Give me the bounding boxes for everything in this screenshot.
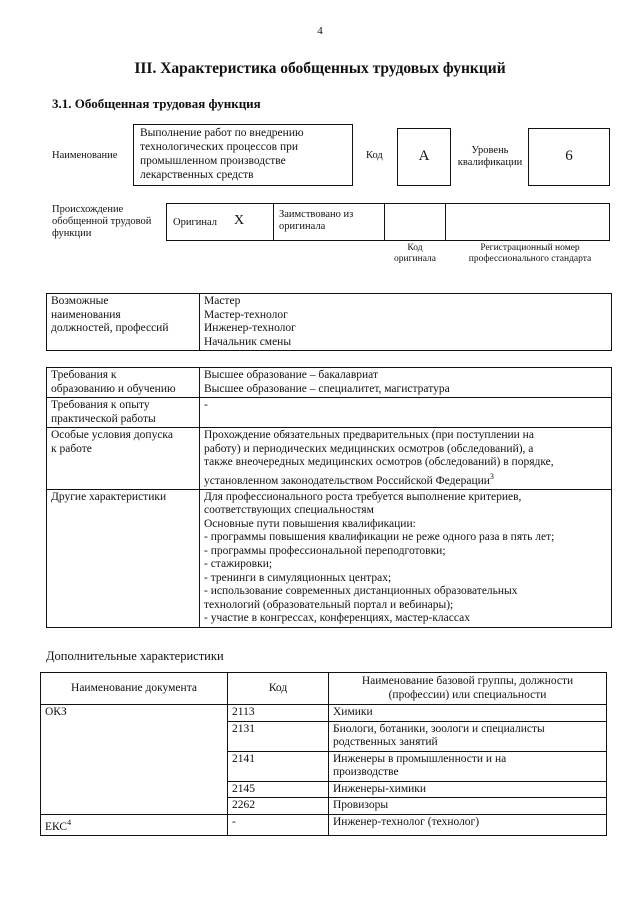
eks-label-text: ЕКС — [45, 820, 68, 833]
requirement-row-other — [47, 489, 612, 627]
name-label: Наименование — [52, 150, 118, 161]
level-label-line: квалификации — [457, 157, 523, 168]
requirement-label-line: образованию и обучению — [51, 382, 176, 395]
okz-code: 2131 — [228, 721, 329, 751]
function-name-line: лекарственных средств — [140, 169, 254, 181]
requirement-value-line: - тренинги в симуляционных центрах; — [204, 571, 392, 584]
positions-label — [47, 294, 200, 351]
additional-title: Дополнительные характеристики — [46, 649, 224, 663]
requirement-label-line: Другие характеристики — [51, 490, 167, 503]
requirement-label — [47, 368, 200, 398]
original-mark: Х — [234, 213, 245, 228]
requirement-row-education — [47, 368, 612, 398]
header-name — [329, 673, 607, 705]
requirement-value-line: соответствующих специальностям — [204, 504, 374, 517]
requirement-value-line: Прохождение обязательных предварительных (при поступлении на — [204, 429, 534, 441]
code-original-line: оригинала — [394, 254, 436, 264]
borrowed-label-line: Заимствовано из — [279, 209, 354, 220]
additional-table — [40, 672, 607, 836]
requirement-value-line: Основные пути повышения квалификации: — [204, 517, 416, 530]
table-row — [41, 814, 607, 835]
level-box — [528, 128, 610, 186]
requirement-value-line: - использование современных дистанционных образовательных — [204, 585, 518, 598]
requirement-label-line: практической работы — [51, 412, 156, 425]
requirement-row-conditions — [47, 428, 612, 490]
origin-label-line: обобщенной трудовой — [52, 216, 152, 227]
position-item: Начальник смены — [204, 335, 292, 348]
function-name-box — [133, 124, 353, 186]
code-original-caption — [383, 243, 447, 265]
borrowed-label — [279, 209, 353, 233]
header-name-line: (профессии) или специальности — [388, 688, 547, 701]
page-number: 4 — [317, 25, 323, 37]
origin-box — [166, 203, 610, 241]
okz-name — [329, 781, 607, 798]
eks-label — [41, 814, 228, 835]
level-label — [455, 145, 525, 169]
reg-number-line: профессионального стандарта — [468, 254, 592, 264]
additional-header-row — [41, 673, 607, 705]
code-value: А — [418, 148, 430, 164]
okz-code: 2113 — [228, 705, 329, 722]
requirement-label-line: к работе — [51, 442, 92, 455]
okz-name-line: производстве — [333, 766, 399, 778]
requirement-label — [47, 428, 200, 490]
requirement-value-line: Высшее образование – специалитет, магистратура — [204, 382, 450, 395]
requirement-value-line: Для профессионального роста требуется выполнение критериев, — [204, 490, 522, 503]
requirement-value — [200, 489, 612, 627]
requirement-value — [200, 428, 612, 490]
function-name-line: Выполнение работ по внедрению — [140, 127, 304, 139]
code-original-line: Код — [407, 243, 423, 253]
section-title: III. Характеристика обобщенных трудовых функций — [134, 60, 506, 77]
origin-divider — [384, 203, 385, 241]
subsection-title: 3.1. Обобщенная трудовая функция — [52, 96, 261, 111]
header-code: Код — [228, 673, 329, 705]
position-item: Инженер-технолог — [204, 322, 296, 334]
okz-name-line: Инженеры-химики — [333, 782, 426, 795]
okz-name — [329, 705, 607, 722]
eks-code: - — [228, 814, 329, 835]
footnote-marker: 3 — [489, 471, 494, 481]
requirement-value-line — [204, 470, 607, 488]
requirement-value-line: - участие в конгрессах, конференциях, мастер-классах — [204, 612, 470, 625]
okz-code: 2141 — [228, 751, 329, 781]
positions-table — [46, 293, 612, 351]
requirement-value-line: технологий (образовательный портал и вебинары); — [204, 598, 454, 611]
requirement-label — [47, 398, 200, 428]
okz-code: 2262 — [228, 798, 329, 815]
requirement-value-line: также внеочередных медицинских осмотров (обследований) в порядке, — [204, 456, 554, 468]
requirement-value-line: Высшее образование – бакалавриат — [204, 369, 378, 381]
requirement-value — [200, 368, 612, 398]
function-name-line: технологических процессов при — [140, 141, 299, 153]
requirement-value-line: - программы повышения квалификации не реже одного раза в пять лет; — [204, 531, 555, 544]
origin-label-line: Происхождение — [52, 204, 124, 215]
code-label: Код — [366, 150, 383, 161]
okz-label: ОКЗ — [41, 705, 228, 815]
requirement-label-line: Требования к — [51, 369, 117, 381]
positions-label-line: должностей, профессий — [51, 322, 169, 334]
original-label: Оригинал — [173, 217, 217, 228]
okz-name-line: Инженеры в промышленности и на — [333, 752, 507, 765]
borrowed-label-line: оригинала — [279, 221, 326, 232]
okz-name — [329, 751, 607, 781]
origin-divider — [273, 203, 274, 241]
origin-divider — [445, 203, 446, 241]
reg-number-caption — [450, 243, 610, 265]
requirement-value-text: установленном законодательством Российской Федерации — [204, 474, 490, 487]
okz-name-line: Химики — [333, 706, 373, 718]
origin-label — [52, 204, 151, 240]
header-doc: Наименование документа — [41, 673, 228, 705]
function-name-line: промышленном производстве — [140, 155, 286, 167]
positions-row — [47, 294, 612, 351]
positions-label-line: Возможные — [51, 295, 109, 307]
eks-name-line: Инженер-технолог (технолог) — [333, 815, 480, 828]
okz-code: 2145 — [228, 781, 329, 798]
reg-number-line: Регистрационный номер — [480, 243, 580, 253]
level-value: 6 — [565, 148, 573, 164]
positions-label-line: наименования — [51, 308, 121, 321]
table-row — [41, 705, 607, 722]
requirement-value — [200, 398, 612, 428]
okz-name-line: родственных занятий — [333, 736, 438, 748]
requirement-value-line: работу) и периодических медицинских осмотров (обследований), а — [204, 442, 534, 455]
position-item: Мастер-технолог — [204, 308, 288, 321]
position-item: Мастер — [204, 295, 241, 307]
okz-name-line: Биологи, ботаники, зоологи и специалисты — [333, 722, 545, 735]
requirement-value-line: - программы профессиональной переподготовки; — [204, 544, 446, 557]
requirement-value-line: - стажировки; — [204, 558, 273, 571]
footnote-marker: 4 — [67, 817, 72, 827]
okz-name-line: Провизоры — [333, 799, 389, 811]
requirement-label-line: Требования к опыту — [51, 399, 150, 411]
requirements-table — [46, 367, 612, 628]
origin-label-line: функции — [52, 228, 92, 239]
okz-name — [329, 721, 607, 751]
requirement-label — [47, 489, 200, 627]
okz-name — [329, 798, 607, 815]
positions-values — [200, 294, 612, 351]
header-name-line: Наименование базовой группы, должности — [361, 675, 574, 687]
code-box — [397, 128, 451, 186]
requirement-value-line: - — [204, 399, 208, 411]
requirement-row-experience — [47, 398, 612, 428]
level-label-line: Уровень — [471, 145, 509, 156]
eks-name — [329, 814, 607, 835]
requirement-label-line: Особые условия допуска — [51, 429, 173, 441]
